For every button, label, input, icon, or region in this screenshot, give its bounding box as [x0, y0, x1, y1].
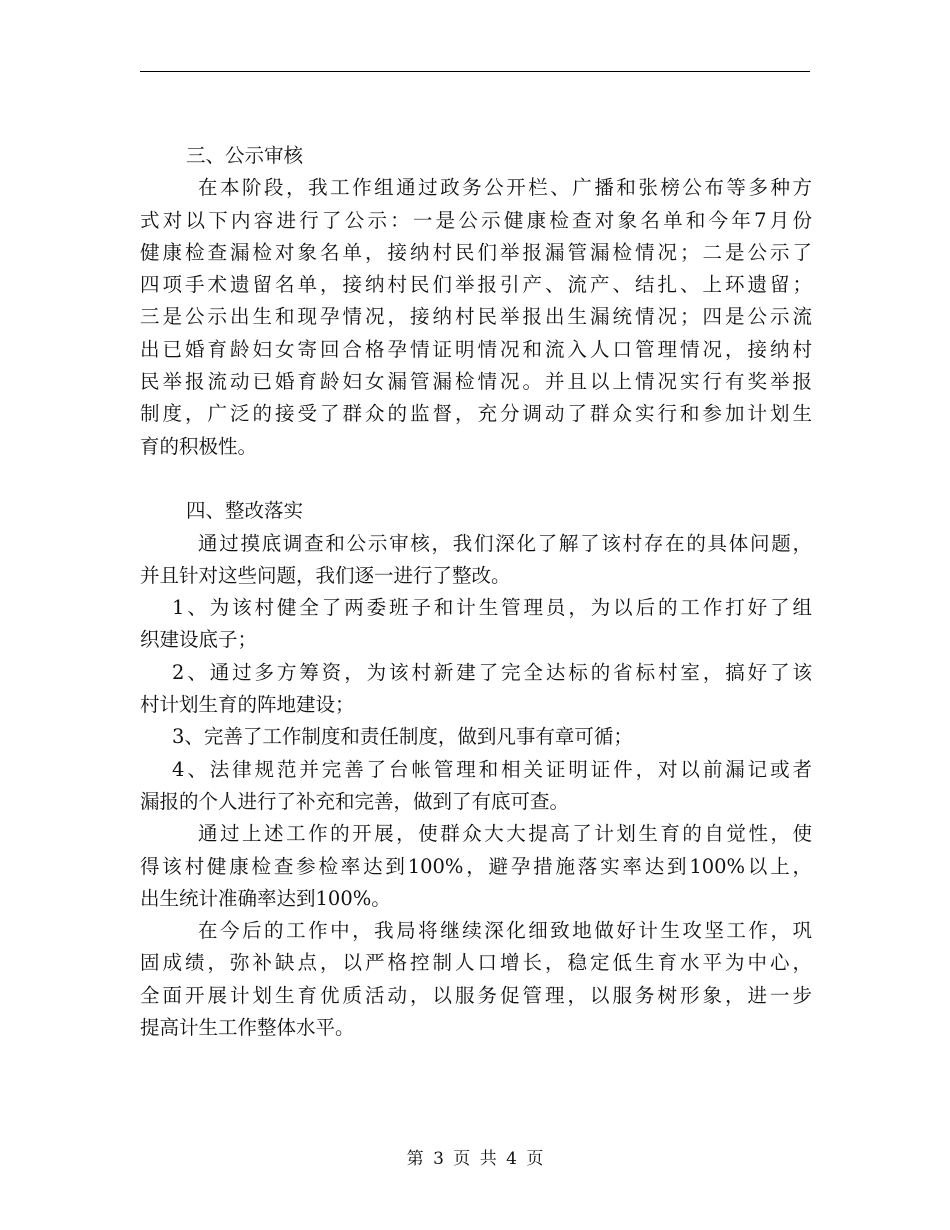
- section-heading-4: 四、整改落实: [186, 499, 304, 523]
- paragraph-line: 固成绩，弥补缺点，以严格控制人口增长，稳定低生育水平为中心，: [140, 951, 812, 975]
- paragraph-line: 四项手术遗留名单，接纳村民们举报引产、流产、结扎、上环遗留；: [140, 273, 812, 297]
- list-item-line: 2、通过多方筹资，为该村新建了完全达标的省标村室，搞好了该: [172, 660, 812, 684]
- paragraph-line: 三是公示出生和现孕情况，接纳村民举报出生漏统情况；四是公示流: [140, 305, 812, 329]
- paragraph-line: 全面开展计划生育优质活动，以服务促管理，以服务树形象，进一步: [140, 983, 812, 1007]
- list-item-line: 漏报的个人进行了补充和完善，做到了有底可查。: [140, 789, 570, 813]
- document-body: [140, 140, 812, 1044]
- paragraph-line: 出生统计准确率达到100%。: [140, 886, 391, 910]
- paragraph-line: 民举报流动已婚育龄妇女漏管漏检情况。并且以上情况实行有奖举报: [140, 370, 812, 394]
- paragraph-line: 提高计生工作整体水平。: [140, 1016, 355, 1040]
- paragraph-line: 健康检查漏检对象名单，接纳村民们举报漏管漏检情况；二是公示了: [140, 240, 812, 264]
- list-item-line: 1、为该村健全了两委班子和计生管理员，为以后的工作打好了组: [172, 596, 812, 620]
- blank-line: [140, 463, 812, 495]
- paragraph-line: 在本阶段，我工作组通过政务公开栏、广播和张榜公布等多种方: [198, 176, 812, 200]
- section-heading-3: 三、公示审核: [186, 144, 304, 167]
- list-item-line: 织建设底子；: [140, 628, 258, 652]
- paragraph-line: 并且针对这些问题，我们逐一进行了整改。: [140, 563, 511, 587]
- paragraph-line: 通过摸底调查和公示审核，我们深化了解了该村存在的具体问题，: [198, 531, 812, 555]
- paragraph-line: 在今后的工作中，我局将继续深化细致地做好计生攻坚工作，巩: [198, 919, 812, 943]
- paragraph-line: 制度，广泛的接受了群众的监督，充分调动了群众实行和参加计划生: [140, 402, 812, 426]
- list-item-line: 村计划生育的阵地建设；: [140, 693, 355, 717]
- list-item-line: 4、法律规范并完善了台帐管理和相关证明证件，对以前漏记或者: [172, 757, 812, 781]
- paragraph-line: 出已婚育龄妇女寄回合格孕情证明情况和流入人口管理情况，接纳村: [140, 337, 812, 361]
- paragraph-line: 育的积极性。: [140, 434, 258, 458]
- header-rule: [140, 71, 810, 72]
- list-item-line: 3、完善了工作制度和责任制度，做到凡事有章可循；: [172, 725, 633, 749]
- paragraph-line: 得该村健康检查参检率达到100%，避孕措施落实率达到100%以上，: [140, 854, 812, 878]
- page-number-footer: 第 3 页 共 4 页: [406, 1149, 544, 1169]
- paragraph-line: 通过上述工作的开展，使群众大大提高了计划生育的自觉性，使: [198, 822, 812, 846]
- paragraph-line: 式对以下内容进行了公示：一是公示健康检查对象名单和今年7月份: [140, 208, 812, 232]
